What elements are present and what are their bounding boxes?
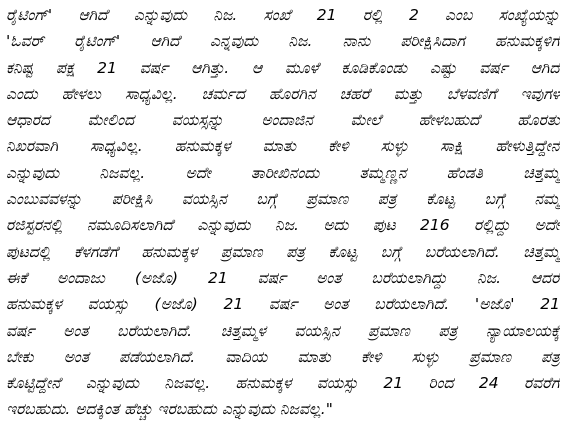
text-line: ಎಂಬುವವಳನ್ನು ಪರೀಕ್ಷಿಸಿ ವಯಸ್ಸಿನ ಬಗ್ಗೆ ಪ್ರಮಾಣ ಪತ್ರ ಕೊಟ್ಟ ಬಗ್ಗೆ ನಮ್ಮ xyxy=(6,190,560,209)
document-body xyxy=(6,2,560,426)
text-line: ರಜಿಸ್ಟರನಲ್ಲಿ ನಮೂದಿಸಲಾಗಿದೆ ಎನ್ನುವುದು ನಿಜ. ಅದು ಪುಟ 216 ರಲ್ಲಿದ್ದು ಅದೇ xyxy=(6,216,560,235)
text-line: ಕನಿಷ್ಟ ಪಕ್ಷ 21 ವರ್ಷ ಆಗಿತ್ತು. ಆ ಮೂಳೆ ಕೂಡಿಕೊಂಡು ಎಷ್ಟು ವರ್ಷ ಆಗಿದೆ xyxy=(6,58,560,77)
text-line: 'ಓವರ್ ರೈಟಿಂಗ್' ಆಗಿದೆ ಎನ್ನವುದು ನಿಜ. ನಾನು ಪರೀಕ್ಷಿಸಿದಾಗ ಹನುಮಕ್ಕಳಿಗೆ xyxy=(6,32,560,51)
text-line: ಎನ್ನುವುದು ನಿಜವಲ್ಲ. ಅದೇ ತಾರೀಖಿನಂದು ತಮ್ಮಣ್ಣನ ಹೆಂಡತಿ ಚಿತ್ತಮ್ಮ xyxy=(6,163,560,182)
text-line: ಕೊಟ್ಟಿದ್ದೇನೆ ಎನ್ನುವುದು ನಿಜವಲ್ಲ. ಹನುಮಕ್ಕಳ ವಯಸ್ಸು 21 ರಿಂದ 24 ರವರೆಗೆ xyxy=(6,374,560,393)
text-line: ನಿಖರವಾಗಿ ಸಾಧ್ಯವಿಲ್ಲ. ಹನುಮಕ್ಕಳ ಮಾತು ಕೇಳಿ ಸುಳ್ಳು ಸಾಕ್ಷಿ ಹೇಳುತ್ತಿದ್ದೇನೆ xyxy=(6,137,560,156)
text-line: ಎಂದು ಹೇಳಲು ಸಾಧ್ಯವಿಲ್ಲ. ಚರ್ಮದ ಹೊರಗಿನ ಚಹರೆ ಮತ್ತು ಬೆಳವಣಿಗೆ ಇವುಗಳ xyxy=(6,84,560,103)
text-line: ಹನುಮಕ್ಕಳ ವಯಸ್ಸು (ಅಜೊ) 21 ವರ್ಷ ಅಂತ ಬರೆಯಲಾಗಿದೆ. 'ಅಜೊ' 21 xyxy=(6,295,560,314)
text-line: ಪುಟದಲ್ಲಿ ಕೆಳಗಡೆಗೆ ಹನುಮಕ್ಕಳ ಪ್ರಮಾಣ ಪತ್ರ ಕೊಟ್ಟ ಬಗ್ಗೆ ಬರೆಯಲಾಗಿದೆ. ಚಿತ್ತಮ್ಮ xyxy=(6,242,560,261)
text-line: ವರ್ಷ ಅಂತ ಬರೆಯಲಾಗಿದೆ. ಚಿತ್ತಮ್ಮಳ ವಯಸ್ಸಿನ ಪ್ರಮಾಣ ಪತ್ರ ನ್ಯಾಯಾಲಯಕ್ಕೆ xyxy=(6,321,560,340)
text-line: ರೈಟಿಂಗ್' ಆಗಿದೆ ಎನ್ನುವುದು ನಿಜ. ಸಂಖೆ 21 ರಲ್ಲಿ 2 ಎಂಬ ಸಂಖ್ಯೆಯನ್ನು xyxy=(6,6,560,24)
text-line: ಆಧಾರದ ಮೇಲಿಂದ ವಯಸ್ಸನ್ನು ಅಂದಾಜಿನ ಮೇಲೆ ಹೇಳಬಹುದೆ ಹೊರತು xyxy=(6,111,560,130)
text-line: ಇರಬಹುದು. ಅದಕ್ಕಿಂತ ಹೆಚ್ಚು ಇರಬಹುದು ಎನ್ನುವುದು ನಿಜವಲ್ಲ." xyxy=(6,400,333,419)
text-line: ಬೇಕು ಅಂತ ಪಡೆಯಲಾಗಿದೆ. ವಾದಿಯ ಮಾತು ಕೇಳಿ ಸುಳ್ಳು ಪ್ರಮಾಣ ಪತ್ರ xyxy=(6,347,560,366)
text-line: ಈಕೆ ಅಂದಾಜು (ಅಜೊ) 21 ವರ್ಷ ಅಂತ ಬರೆಯಲಾಗಿದ್ದು ನಿಜ. ಆದರೆ xyxy=(6,268,560,287)
